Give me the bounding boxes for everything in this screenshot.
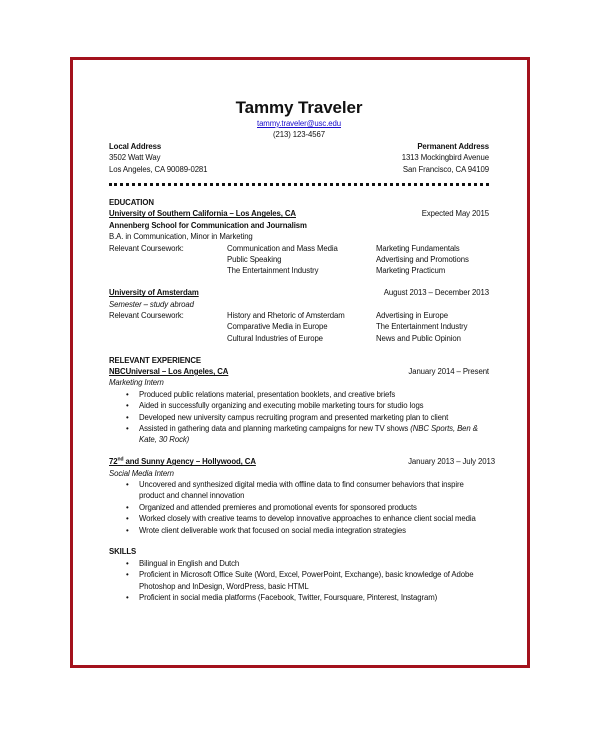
- sunny-date: January 2013 – July 2013: [408, 457, 495, 467]
- nbc-title: Marketing Intern: [109, 378, 164, 388]
- sunny-bullets: [109, 479, 489, 536]
- course: Marketing Fundamentals: [376, 243, 460, 253]
- sunny-company: 72nd and Sunny Agency – Hollywood, CA: [109, 456, 256, 467]
- candidate-name: Tammy Traveler: [235, 98, 363, 117]
- sunny-title: Social Media Intern: [109, 468, 174, 478]
- course-row: [109, 243, 489, 254]
- bullet-text: Assisted in gathering data and planning marketing campaigns for new TV shows: [139, 423, 411, 433]
- course: History and Rhetoric of Amsterdam: [227, 310, 345, 320]
- permanent-address-line1: 1313 Mockingbird Avenue: [401, 153, 489, 163]
- list-item: • Proficient in social media platforms (Facebook, Twitter, Foursquare, Pinterest, Instagram): [139, 592, 489, 603]
- usc-degree: B.A. in Communication, Minor in Marketing: [109, 232, 253, 242]
- amsterdam-program: Semester – study abroad: [109, 299, 194, 309]
- list-item: • Uncovered and synthesized digital media with offline data to find consumer behaviors that inspire product and channel innovation: [139, 479, 489, 502]
- local-address-line1: 3502 Watt Way: [109, 153, 161, 163]
- list-item: • Proficient in Microsoft Office Suite (Word, Excel, PowerPoint, Exchange), basic knowledge of Adobe Photoshop and InDesign, WordPress, basic HTML: [139, 569, 489, 592]
- list-item: [139, 423, 489, 446]
- list-item: • Aided in successfully organizing and executing mobile marketing tours for studio logs: [139, 400, 489, 411]
- nbc-bullets: [109, 389, 489, 446]
- permanent-address-label: Permanent Address: [417, 141, 489, 151]
- skills-heading: SKILLS: [109, 547, 137, 557]
- amsterdam-school: University of Amsterdam: [109, 288, 199, 298]
- course: Communication and Mass Media: [227, 243, 338, 253]
- list-item: • Produced public relations material, presentation booklets, and creative briefs: [139, 389, 489, 400]
- list-item: • Developed new university campus recruiting program and presented marketing plan to client: [139, 412, 489, 423]
- education-heading: EDUCATION: [109, 197, 154, 207]
- list-item: • Organized and attended premieres and promotional events for sponsored products: [139, 502, 489, 513]
- usc-date: Expected May 2015: [421, 209, 489, 219]
- course-row: [109, 310, 489, 321]
- course: Comparative Media in Europe: [227, 322, 328, 332]
- coursework-label: Relevant Coursework:: [109, 310, 184, 320]
- list-item: • Worked closely with creative teams to develop innovative approaches to enhance client social media: [139, 513, 489, 524]
- course: The Entertainment Industry: [227, 266, 319, 276]
- list-item: • Bilingual in English and Dutch: [139, 558, 489, 569]
- course: Advertising and Promotions: [376, 254, 469, 264]
- course: News and Public Opinion: [376, 333, 461, 343]
- usc-school: University of Southern California – Los Angeles, CA: [109, 209, 296, 219]
- permanent-address-line2: San Francisco, CA 94109: [402, 164, 489, 174]
- dotted-divider: [109, 175, 489, 186]
- resume: [109, 98, 495, 603]
- coursework-label: Relevant Coursework:: [109, 243, 184, 253]
- course: Public Speaking: [227, 254, 282, 264]
- phone: (213) 123-4567: [273, 130, 325, 140]
- course: Advertising in Europe: [376, 310, 449, 320]
- course: Cultural Industries of Europe: [227, 333, 323, 343]
- course-row: [109, 333, 489, 344]
- experience-heading: RELEVANT EXPERIENCE: [109, 355, 201, 365]
- course-row: [109, 265, 489, 276]
- email-link[interactable]: tammy.traveler@usc.edu: [257, 119, 341, 128]
- course-row: [109, 254, 489, 265]
- usc-college: Annenberg School for Communication and Journalism: [109, 220, 307, 230]
- amsterdam-date: August 2013 – December 2013: [383, 288, 489, 298]
- tv-shows: (NBC Sports, Ben & Kate, 30 Rock): [139, 423, 478, 445]
- local-address-label: Local Address: [109, 141, 162, 151]
- local-address-line2: Los Angeles, CA 90089-0281: [109, 164, 208, 174]
- list-item: • Wrote client deliverable work that focused on social media integration strategies: [139, 525, 489, 536]
- course: Marketing Practicum: [376, 266, 446, 276]
- course-row: [109, 321, 489, 332]
- course: The Entertainment Industry: [376, 322, 468, 332]
- nbc-date: January 2014 – Present: [408, 366, 489, 376]
- nbc-company: NBCUniversal – Los Angeles, CA: [109, 366, 229, 376]
- skills-bullets: [109, 558, 489, 604]
